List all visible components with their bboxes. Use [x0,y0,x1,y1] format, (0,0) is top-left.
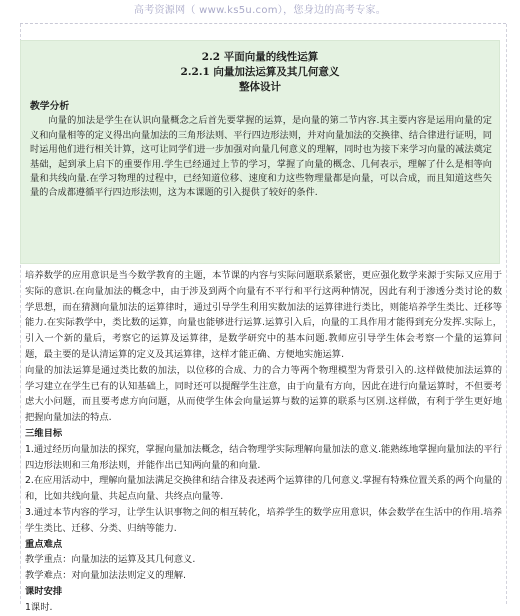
scanned-excerpt [20,40,500,264]
main-text [25,268,502,616]
schedule-text: 1课时. [25,601,53,613]
scan-body [30,100,492,201]
schedule-heading: 课时安排 [25,585,63,597]
top-divider [20,23,506,24]
design-title: 整体设计 [239,81,281,93]
scan-titles [20,50,500,95]
teaching-analysis-paragraph: 向量的加法是学生在认识向量概念之后首先要掌握的运算，是向量的第二节内容.其主要内容是运用向量的定义和向量相等的定义得出向量加法的三角形法则、平行四边形法则，并对向量加法的交换律、结合律进行证明，同时运用他们进行相关计算，这可让同学们进一步加强对向量几何意义的理解，同时也为接下来学习向量的减法奠定基础，起到承上启下的重要作用.学生已经通过上节的学习，掌握了向量的概念、几何表示，理解了什么是相等向量和共线向量.在学习物理的过程中，已经知道位移、速度和力这些物理量都是向量，可以合成，而且知道这些矢量的合成都遵循平行四边形法则，这为本课题的引入提供了较好的条件. [30,115,492,199]
goal-1: 1.通过经历向量加法的探究，掌握向量加法概念，结合物理学实际理解向量加法的意义.能熟练地掌握向量加法的平行四边形法则和三角形法则，并能作出已知两向量的和向量. [25,443,502,471]
section-title: 2.2 平面向量的线性运算 [201,51,319,63]
right-margin-line [506,24,507,604]
goals-heading: 三维目标 [25,427,63,439]
paragraph-1: 培养数学的应用意识是当今数学教育的主题，本节课的内容与实际问题联系紧密，更应强化数学来源于实际又应用于实际的意识.在向量加法的概念中，由于涉及到两个向量有不平行和平行这两种情况，因此有利于渗透分类讨论的数学思想，而在猜测向量加法的运算律时，通过引导学生利用实数加法的运算律进行类比，则能培养学生类比、迁移等能力.在实际教学中，类比数的运算，向量也能够进行运算.运算引入后，向量的工具作用才能得到充分发挥.实际上，引入一个新的量后，考察它的运算及运算律，是数学研究中的基本问题.教师应引导学生体会考察一个量的运算问题，最主要的是认清运算的定义及其运算律，这样才能正确、方便地实施运算. [25,270,502,360]
paragraph-2: 向量的加法运算是通过类比数的加法，以位移的合成、力的合力等两个物理模型为背景引入的.这样做使加法运算的学习建立在学生已有的认知基础上，同时还可以提醒学生注意，由于向量有方向，因此在进行向量运算时，不但要考虑大小问题，而且要考虑方向问题，从而使学生体会向量运算与数的运算的联系与区别.这样做，有利于学生更好地把握向量加法的特点. [25,364,502,424]
key-points-heading: 重点难点 [25,538,63,550]
difficult-point: 教学难点：对向量加法法则定义的理解. [25,570,187,582]
key-point: 教学重点：向量加法的运算及其几何意义. [25,554,196,566]
page-header: 高考资源网（ www.ks5u.com），您身边的高考专家。 [133,5,387,16]
goal-3: 3.通过本节内容的学习，让学生认识事物之间的相互转化，培养学生的数学应用意识，体会数学在生活中的作用.培养学生类比、迁移、分类、归纳等能力. [25,506,502,534]
goal-2: 2.在应用活动中，理解向量加法满足交换律和结合律及表述两个运算律的几何意义.掌握有特殊位置关系的两个向量的和，比如共线向量、共起点向量、共终点向量等. [25,475,502,503]
subsection-title: 2.2.1 向量加法运算及其几何意义 [180,66,340,78]
teaching-analysis-heading: 教学分析 [30,101,70,112]
